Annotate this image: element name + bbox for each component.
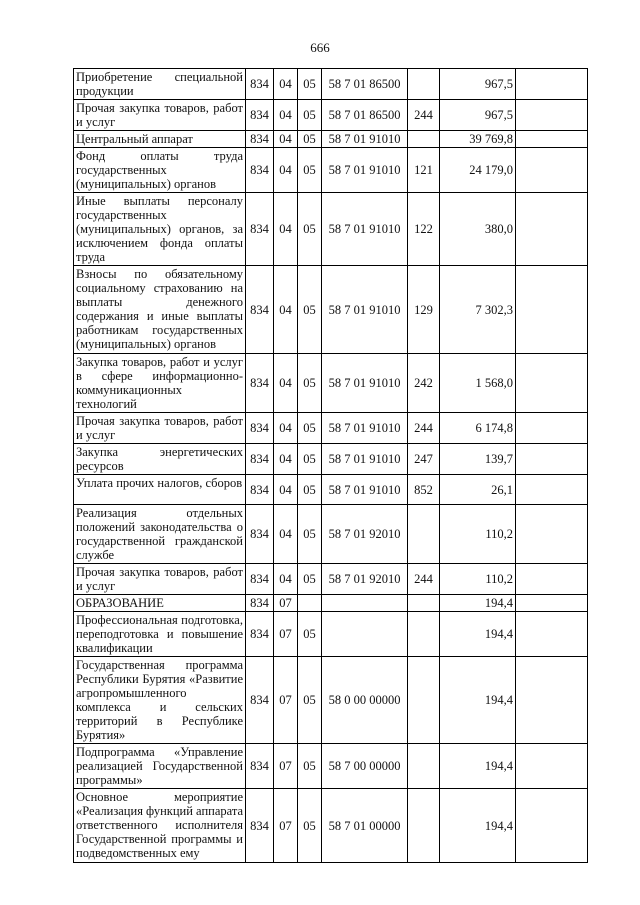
subsection-cell: 05 (298, 413, 322, 444)
ved-cell: 834 (246, 413, 274, 444)
ved-cell: 834 (246, 148, 274, 193)
target-article-cell: 58 7 01 92010 (322, 505, 408, 564)
section-cell: 04 (274, 413, 298, 444)
ved-cell: 834 (246, 131, 274, 148)
table-row (74, 475, 588, 505)
target-article-cell: 58 7 01 91010 (322, 131, 408, 148)
target-article-cell: 58 0 00 00000 (322, 657, 408, 744)
row-name-cell: Фонд оплаты труда государственных (муниципальных) органов (74, 148, 246, 193)
subsection-cell (298, 595, 322, 612)
ved-cell: 834 (246, 69, 274, 100)
row-name-cell: Центральный аппарат (74, 131, 246, 148)
ved-cell: 834 (246, 266, 274, 354)
ved-cell: 834 (246, 595, 274, 612)
ved-cell: 834 (246, 744, 274, 789)
section-cell: 04 (274, 131, 298, 148)
expense-type-cell (408, 657, 440, 744)
table-row (74, 413, 588, 444)
row-name-cell: Подпрограмма «Управление реализацией Государственной программы» (74, 744, 246, 789)
expense-type-cell (408, 131, 440, 148)
target-article-cell: 58 7 01 92010 (322, 564, 408, 595)
section-cell: 04 (274, 475, 298, 505)
expense-type-cell (408, 789, 440, 863)
section-cell: 04 (274, 148, 298, 193)
ved-cell: 834 (246, 444, 274, 475)
empty-cell (516, 564, 588, 595)
target-article-cell: 58 7 01 86500 (322, 69, 408, 100)
empty-cell (516, 505, 588, 564)
row-name-cell: Приобретение специальной продукции (74, 69, 246, 100)
amount-cell: 6 174,8 (440, 413, 516, 444)
ved-cell: 834 (246, 505, 274, 564)
expense-type-cell: 852 (408, 475, 440, 505)
subsection-cell: 05 (298, 744, 322, 789)
subsection-cell: 05 (298, 789, 322, 863)
row-name-cell: ОБРАЗОВАНИЕ (74, 595, 246, 612)
row-name-cell: Иные выплаты персоналу государственных (муниципальных) органов, за исключением фонда оплаты труда (74, 193, 246, 266)
expense-type-cell (408, 744, 440, 789)
table-row (74, 69, 588, 100)
amount-cell: 7 302,3 (440, 266, 516, 354)
row-name-cell: Прочая закупка товаров, работ и услуг (74, 413, 246, 444)
amount-cell: 1 568,0 (440, 354, 516, 413)
expense-type-cell: 121 (408, 148, 440, 193)
ved-cell: 834 (246, 564, 274, 595)
subsection-cell: 05 (298, 505, 322, 564)
section-cell: 04 (274, 100, 298, 131)
table-row (74, 595, 588, 612)
expense-type-cell (408, 505, 440, 564)
target-article-cell: 58 7 01 91010 (322, 354, 408, 413)
amount-cell: 194,4 (440, 612, 516, 657)
empty-cell (516, 444, 588, 475)
table-row (74, 148, 588, 193)
amount-cell: 194,4 (440, 657, 516, 744)
section-cell: 04 (274, 505, 298, 564)
expense-type-cell: 122 (408, 193, 440, 266)
amount-cell: 110,2 (440, 505, 516, 564)
empty-cell (516, 657, 588, 744)
subsection-cell: 05 (298, 612, 322, 657)
subsection-cell: 05 (298, 69, 322, 100)
target-article-cell: 58 7 00 00000 (322, 744, 408, 789)
target-article-cell: 58 7 01 91010 (322, 413, 408, 444)
subsection-cell: 05 (298, 657, 322, 744)
table-row (74, 744, 588, 789)
target-article-cell: 58 7 01 00000 (322, 789, 408, 863)
section-cell: 07 (274, 657, 298, 744)
row-name-cell: Прочая закупка товаров, работ и услуг (74, 100, 246, 131)
subsection-cell: 05 (298, 131, 322, 148)
table-row (74, 657, 588, 744)
target-article-cell: 58 7 01 91010 (322, 193, 408, 266)
empty-cell (516, 100, 588, 131)
amount-cell: 110,2 (440, 564, 516, 595)
table-row (74, 266, 588, 354)
subsection-cell: 05 (298, 354, 322, 413)
subsection-cell: 05 (298, 266, 322, 354)
table-row (74, 354, 588, 413)
ved-cell: 834 (246, 789, 274, 863)
subsection-cell: 05 (298, 100, 322, 131)
section-cell: 04 (274, 444, 298, 475)
row-name-cell: Основное мероприятие «Реализация функций аппарата ответственного исполнителя Государственной программы и подведомственных ему (74, 789, 246, 863)
amount-cell: 967,5 (440, 69, 516, 100)
ved-cell: 834 (246, 657, 274, 744)
subsection-cell: 05 (298, 475, 322, 505)
target-article-cell: 58 7 01 91010 (322, 148, 408, 193)
expense-type-cell: 244 (408, 564, 440, 595)
table-row (74, 564, 588, 595)
table-row (74, 131, 588, 148)
empty-cell (516, 789, 588, 863)
empty-cell (516, 354, 588, 413)
empty-cell (516, 193, 588, 266)
ved-cell: 834 (246, 354, 274, 413)
row-name-cell: Реализация отдельных положений законодательства о государственной гражданской службе (74, 505, 246, 564)
target-article-cell: 58 7 01 91010 (322, 444, 408, 475)
amount-cell: 26,1 (440, 475, 516, 505)
expense-type-cell: 244 (408, 100, 440, 131)
row-name-cell: Закупка энергетических ресурсов (74, 444, 246, 475)
section-cell: 04 (274, 266, 298, 354)
expense-type-cell (408, 595, 440, 612)
row-name-cell: Уплата прочих налогов, сборов (74, 475, 246, 505)
amount-cell: 194,4 (440, 789, 516, 863)
table-row (74, 789, 588, 863)
section-cell: 07 (274, 744, 298, 789)
ved-cell: 834 (246, 193, 274, 266)
empty-cell (516, 266, 588, 354)
target-article-cell (322, 595, 408, 612)
row-name-cell: Закупка товаров, работ и услуг в сфере информационно-коммуникационных технологий (74, 354, 246, 413)
subsection-cell: 05 (298, 444, 322, 475)
target-article-cell: 58 7 01 86500 (322, 100, 408, 131)
empty-cell (516, 148, 588, 193)
row-name-cell: Прочая закупка товаров, работ и услуг (74, 564, 246, 595)
subsection-cell: 05 (298, 193, 322, 266)
subsection-cell: 05 (298, 148, 322, 193)
ved-cell: 834 (246, 612, 274, 657)
empty-cell (516, 413, 588, 444)
ved-cell: 834 (246, 100, 274, 131)
table-row (74, 505, 588, 564)
section-cell: 07 (274, 595, 298, 612)
amount-cell: 380,0 (440, 193, 516, 266)
subsection-cell: 05 (298, 564, 322, 595)
amount-cell: 24 179,0 (440, 148, 516, 193)
expense-type-cell (408, 612, 440, 657)
empty-cell (516, 744, 588, 789)
table-row (74, 100, 588, 131)
section-cell: 04 (274, 69, 298, 100)
amount-cell: 139,7 (440, 444, 516, 475)
expense-type-cell: 244 (408, 413, 440, 444)
target-article-cell (322, 612, 408, 657)
expense-type-cell: 242 (408, 354, 440, 413)
section-cell: 07 (274, 612, 298, 657)
target-article-cell: 58 7 01 91010 (322, 475, 408, 505)
budget-table (73, 68, 588, 863)
expense-type-cell: 247 (408, 444, 440, 475)
table-row (74, 612, 588, 657)
amount-cell: 967,5 (440, 100, 516, 131)
row-name-cell: Профессиональная подготовка, переподготовка и повышение квалификации (74, 612, 246, 657)
row-name-cell: Государственная программа Республики Бурятия «Развитие агропромышленного комплекса и сельских территорий в Республике Бурятия» (74, 657, 246, 744)
section-cell: 04 (274, 193, 298, 266)
empty-cell (516, 475, 588, 505)
expense-type-cell: 129 (408, 266, 440, 354)
amount-cell: 194,4 (440, 595, 516, 612)
table-row (74, 444, 588, 475)
empty-cell (516, 131, 588, 148)
amount-cell: 39 769,8 (440, 131, 516, 148)
empty-cell (516, 595, 588, 612)
section-cell: 07 (274, 789, 298, 863)
ved-cell: 834 (246, 475, 274, 505)
empty-cell (516, 69, 588, 100)
section-cell: 04 (274, 564, 298, 595)
empty-cell (516, 612, 588, 657)
page-number: 666 (310, 40, 330, 55)
row-name-cell: Взносы по обязательному социальному страхованию на выплаты денежного содержания и иные выплаты работникам государственных (муниципальных) органов (74, 266, 246, 354)
expense-type-cell (408, 69, 440, 100)
table-row (74, 193, 588, 266)
amount-cell: 194,4 (440, 744, 516, 789)
target-article-cell: 58 7 01 91010 (322, 266, 408, 354)
section-cell: 04 (274, 354, 298, 413)
